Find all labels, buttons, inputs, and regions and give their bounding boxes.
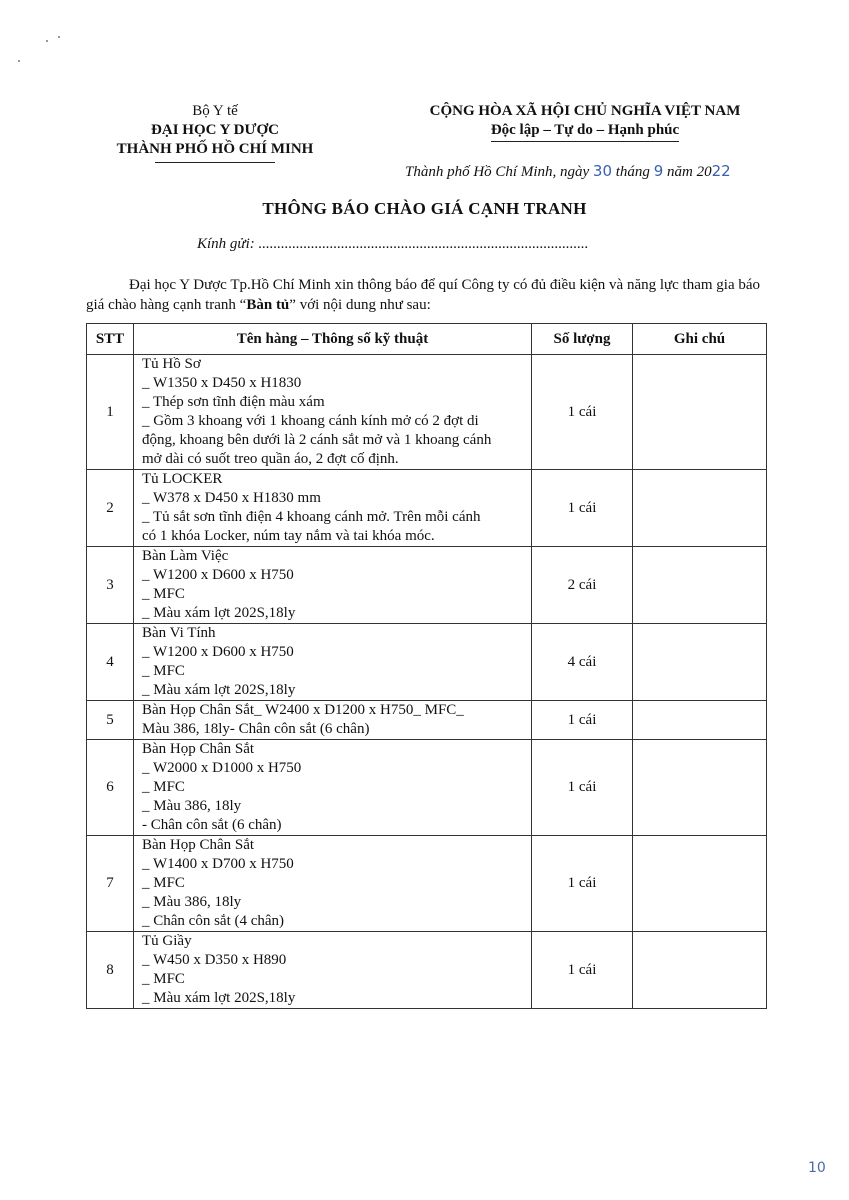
row-quantity: 1 cái <box>532 701 633 740</box>
issuer-underline <box>155 162 275 163</box>
spec-line: _ Màu 386, 18ly <box>142 798 242 814</box>
university-name: ĐẠI HỌC Y DƯỢC <box>151 122 279 138</box>
row-note <box>633 932 767 1009</box>
row-stt: 1 <box>87 355 134 470</box>
date-prefix: Thành phố Hồ Chí Minh, ngày <box>405 164 590 180</box>
table-row <box>87 836 767 932</box>
spec-line: Tủ LOCKER <box>142 471 223 487</box>
spec-line: _ MFC <box>142 586 185 602</box>
table-body <box>87 355 767 1009</box>
spec-line: _ W450 x D350 x H890 <box>142 952 287 968</box>
spec-line: _ Màu xám lợt 202S,18ly <box>142 990 296 1006</box>
table-row <box>87 932 767 1009</box>
spec-line: _ Tủ sắt sơn tĩnh điện 4 khoang cánh mở. Trên mỗi cánh <box>142 509 481 525</box>
scan-speck <box>46 40 48 42</box>
spec-line: Bàn Vi Tính <box>142 625 216 641</box>
row-note <box>633 740 767 836</box>
row-note <box>633 836 767 932</box>
spec-line: động, khoang bên dưới là 2 cánh sắt mở và 1 khoang cánh <box>142 432 492 448</box>
intro-paragraph <box>86 275 768 315</box>
row-note <box>633 701 767 740</box>
row-note <box>633 624 767 701</box>
intro-item-name: Bàn tủ <box>246 297 290 313</box>
national-header <box>385 102 785 142</box>
spec-line: _ W1200 x D600 x H750 <box>142 644 294 660</box>
table-row <box>87 624 767 701</box>
row-quantity: 1 cái <box>532 836 633 932</box>
spec-line: _ W1200 x D600 x H750 <box>142 567 294 583</box>
row-stt: 7 <box>87 836 134 932</box>
spec-line: _ Màu xám lợt 202S,18ly <box>142 682 296 698</box>
spec-line: _ Gồm 3 khoang với 1 khoang cánh kính mở có 2 đợt di <box>142 413 479 429</box>
row-description <box>134 624 532 701</box>
table-row <box>87 740 767 836</box>
date-month: 9 <box>653 162 664 180</box>
table-row <box>87 547 767 624</box>
spec-line: _ Chân côn sắt (4 chân) <box>142 913 285 929</box>
spec-line: _ MFC <box>142 663 185 679</box>
row-quantity: 1 cái <box>532 932 633 1009</box>
row-description <box>134 932 532 1009</box>
row-note <box>633 470 767 547</box>
table-row <box>87 701 767 740</box>
spec-line: _ W1350 x D450 x H1830 <box>142 375 302 391</box>
date-year-suffix: 22 <box>711 162 731 180</box>
spec-line: _ MFC <box>142 875 185 891</box>
spec-line: _ W1400 x D700 x H750 <box>142 856 294 872</box>
spec-line: có 1 khóa Locker, núm tay nắm và tai khóa móc. <box>142 528 435 544</box>
spec-line: Bàn Họp Chân Sắt_ W2400 x D1200 x H750_ MFC_ <box>142 702 464 718</box>
date-line <box>405 162 731 181</box>
row-stt: 2 <box>87 470 134 547</box>
intro-text-before: Đại học Y Dược Tp.Hồ Chí Minh xin thông báo để quí Công ty có đủ điều kiện và năng lực tham gia báo giá chào hàng cạnh tranh “ <box>86 277 761 313</box>
header-stt: STT <box>87 324 134 355</box>
table-row <box>87 355 767 470</box>
header-item-spec: Tên hàng – Thông số kỹ thuật <box>134 324 532 355</box>
table-row <box>87 470 767 547</box>
recipient-line: Kính gửi: ........................................................................................ <box>197 236 589 252</box>
spec-line: _ MFC <box>142 779 185 795</box>
row-description <box>134 355 532 470</box>
row-note <box>633 547 767 624</box>
row-description <box>134 836 532 932</box>
spec-line: Tủ Hồ Sơ <box>142 356 201 372</box>
date-month-label: tháng <box>615 164 650 180</box>
date-day: 30 <box>592 162 613 180</box>
spec-line: _ Màu xám lợt 202S,18ly <box>142 605 296 621</box>
ministry-name: Bộ Y tế <box>192 103 238 119</box>
row-quantity: 1 cái <box>532 470 633 547</box>
row-note <box>633 355 767 470</box>
row-description <box>134 470 532 547</box>
document-title: THÔNG BÁO CHÀO GIÁ CẠNH TRANH <box>262 199 587 218</box>
header-note: Ghi chú <box>633 324 767 355</box>
quotation-table <box>86 323 767 1009</box>
row-quantity: 4 cái <box>532 624 633 701</box>
spec-line: _ MFC <box>142 971 185 987</box>
row-stt: 8 <box>87 932 134 1009</box>
date-year-label: năm 20 <box>666 164 712 180</box>
row-stt: 5 <box>87 701 134 740</box>
intro-text-after: ” với nội dung như sau: <box>289 297 431 313</box>
scan-speck <box>58 36 60 38</box>
row-quantity: 1 cái <box>532 355 633 470</box>
national-motto: Độc lập – Tự do – Hạnh phúc <box>491 121 679 142</box>
row-description <box>134 547 532 624</box>
spec-line: Bàn Họp Chân Sắt <box>142 741 255 757</box>
table-header-row <box>87 324 767 355</box>
row-stt: 3 <box>87 547 134 624</box>
issuer-block <box>90 102 340 163</box>
spec-line: _ Màu 386, 18ly <box>142 894 242 910</box>
spec-line: _ W2000 x D1000 x H750 <box>142 760 302 776</box>
spec-line: Tủ Giầy <box>142 933 192 949</box>
row-quantity: 1 cái <box>532 740 633 836</box>
spec-line: - Chân côn sắt (6 chân) <box>142 817 282 833</box>
national-title: CỘNG HÒA XÃ HỘI CHỦ NGHĨA VIỆT NAM <box>429 103 741 119</box>
row-stt: 4 <box>87 624 134 701</box>
spec-line: _ Thép sơn tĩnh điện màu xám <box>142 394 325 410</box>
spec-line: Bàn Làm Việc <box>142 548 229 564</box>
row-quantity: 2 cái <box>532 547 633 624</box>
university-city: THÀNH PHỐ HỒ CHÍ MINH <box>116 141 314 157</box>
scan-speck <box>18 60 20 62</box>
page-mark: 10 <box>808 1160 826 1176</box>
row-stt: 6 <box>87 740 134 836</box>
spec-line: Màu 386, 18ly- Chân côn sắt (6 chân) <box>142 721 370 737</box>
spec-line: mở dài có suốt treo quần áo, 2 đợt cố định. <box>142 451 399 467</box>
spec-line: _ W378 x D450 x H1830 mm <box>142 490 321 506</box>
header-quantity: Số lượng <box>532 324 633 355</box>
spec-line: Bàn Họp Chân Sắt <box>142 837 255 853</box>
row-description <box>134 740 532 836</box>
row-description <box>134 701 532 740</box>
